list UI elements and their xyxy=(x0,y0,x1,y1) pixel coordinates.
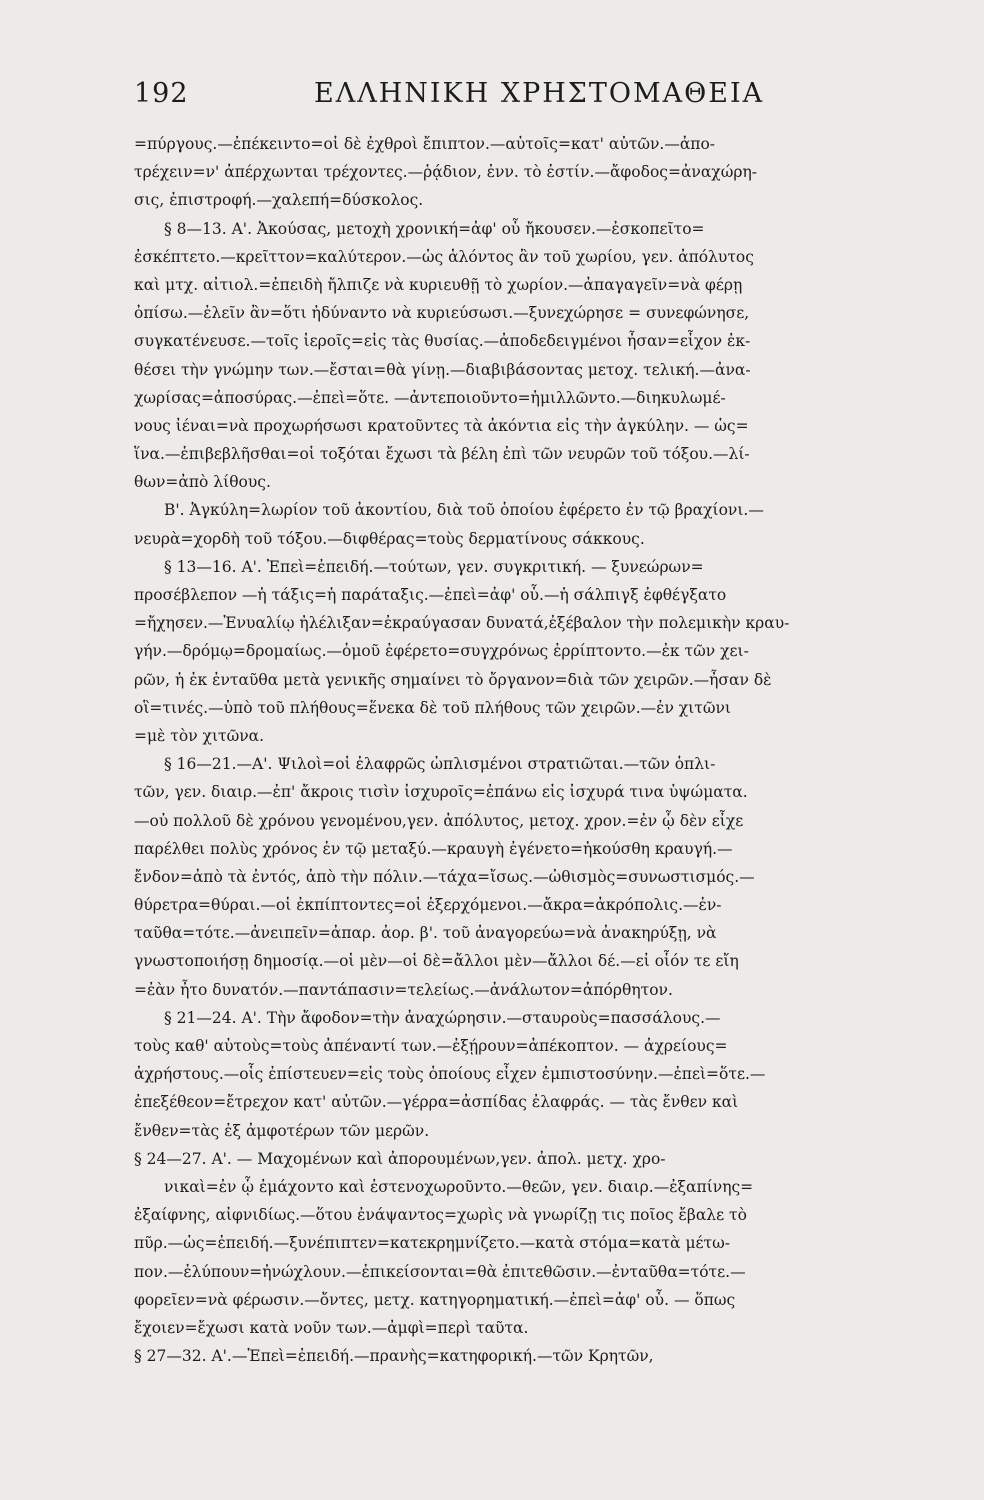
text-line: § 8—13. Α'. Ἀκούσας, μετοχὴ χρονική=ἀφ' οὗ ἤκουσεν.—ἐσκοπεῖτο= xyxy=(164,219,705,238)
text-line: προσέβλεπον —ἡ τάξις=ἡ παράταξις.—ἐπεὶ=ἀφ' οὗ.—ἡ σάλπιγξ ἐφθέγξατο xyxy=(134,586,727,604)
text-line: ἔχοιεν=ἔχωσι κατὰ νοῦν των.—ἀμφὶ=περὶ ταῦτα. xyxy=(134,1318,529,1337)
text-line: § 24—27. Α'. — Μαχομένων καὶ ἀπορουμένων,γεν. ἀπολ. μετχ. χρο- xyxy=(134,1149,666,1168)
text-line: τῶν, γεν. διαιρ.—ἐπ' ἄκροις τισὶν ἰσχυροῖς=ἐπάνω εἰς ἰσχυρά τινα ὑψώματα. xyxy=(134,783,748,802)
text-line: νικαὶ=ἐν ᾧ ἐμάχοντο καὶ ἐστενοχωροῦντο.—θεῶν, γεν. διαιρ.—ἐξαπίνης= xyxy=(164,1177,754,1196)
text-line: =ἐὰν ἦτο δυνατόν.—παντάπασιν=τελείως.—ἀνάλωτον=ἀπόρθητον. xyxy=(134,980,673,999)
text-line: § 27—32. Α'.—Ἐπεὶ=ἐπειδή.—πρανὴς=κατηφορική.—τῶν Κρητῶν, xyxy=(134,1347,654,1366)
text-line: =ἤχησεν.—Ἐνυαλίῳ ἠλέλιξαν=ἐκραύγασαν δυνατά,ἐξέβαλον τὴν πολεμικὴν κραυ- xyxy=(134,614,790,633)
text-line: ἵνα.—ἐπιβεβλῆσθαι=οἱ τοξόται ἔχωσι τὰ βέλη ἐπὶ τῶν νευρῶν τοῦ τόξου.—λί- xyxy=(134,445,750,464)
text-line: τοὺς καθ' αὑτοὺς=τοὺς ἀπέναντί των.—ἐξῄρουν=ἀπέκοπτον. — ἀχρείους= xyxy=(134,1037,728,1055)
text-line: νευρὰ=χορδὴ τοῦ τόξου.—διφθέρας=τοὺς δερματίνους σάκκους. xyxy=(134,529,645,548)
text-line: ἐξαίφνης, αἰφνιδίως.—ὅτου ἐνάψαντος=χωρὶς νὰ γνωρίζῃ τις ποῖος ἔβαλε τὸ xyxy=(134,1206,747,1225)
text-line: χωρίσας=ἀποσύρας.—ἐπεὶ=ὅτε. —ἀντεποιοῦντο=ἡμιλλῶντο.—διηκυλωμέ- xyxy=(134,388,726,407)
text-line: ἀχρήστους.—οἷς ἐπίστευεν=εἰς τοὺς ὁποίους εἶχεν ἐμπιστοσύνην.—ἐπεὶ=ὅτε.— xyxy=(134,1065,766,1084)
text-line: πῦρ.—ὡς=ἐπειδή.—ξυνέπιπτεν=κατεκρημνίζετο.—κατὰ στόμα=κατὰ μέτω- xyxy=(134,1234,730,1253)
text-line: τρέχειν=ν' ἀπέρχωνται τρέχοντες.—ῥᾴδιον, ἐνν. τὸ ἐστίν.—ἄφοδος=ἀναχώρη- xyxy=(134,163,757,182)
text-line: πον.—ἐλύπουν=ἠνώχλουν.—ἐπικείσονται=θὰ ἐπιτεθῶσιν.—ἐνταῦθα=τότε.— xyxy=(134,1262,746,1281)
text-line: συγκατένευσε.—τοῖς ἱεροῖς=εἰς τὰς θυσίας.—ἀποδεδειγμένοι ἦσαν=εἶχον ἐκ- xyxy=(134,332,751,351)
text-line: ἔνδον=ἀπὸ τὰ ἐντός, ἀπὸ τὴν πόλιν.—τάχα=ἴσως.—ὠθισμὸς=συνωστισμός.— xyxy=(134,867,755,886)
text-line: οἳ=τινές.—ὑπὸ τοῦ πλήθους=ἕνεκα δὲ τοῦ πλήθους τῶν χειρῶν.—ἐν χιτῶνι xyxy=(134,698,731,717)
text-line: καὶ μτχ. αἰτιολ.=ἐπειδὴ ἤλπιζε νὰ κυριευθῇ τὸ χωρίον.—ἀπαγαγεῖν=νὰ φέρῃ xyxy=(134,275,743,294)
running-title: ΕΛΛΗΝΙΚΗ ΧΡΗΣΤΟΜΑΘΕΙΑ xyxy=(314,78,765,109)
text-line: § 16—21.—Α'. Ψιλοὶ=οἱ ἐλαφρῶς ὡπλισμένοι στρατιῶται.—τῶν ὁπλι- xyxy=(164,755,716,774)
text-line: θέσει τὴν γνώμην των.—ἔσται=θὰ γίνῃ.—διαβιβάσοντας μετοχ. τελική.—ἀνα- xyxy=(134,360,751,379)
text-line: ὀπίσω.—ἑλεῖν ἂν=ὅτι ἠδύναντο νὰ κυριεύσωσι.—ξυνεχώρησε = συνεφώνησε, xyxy=(134,304,750,323)
text-line: παρέλθει πολὺς χρόνος ἐν τῷ μεταξύ.—κραυγὴ ἐγένετο=ἠκούσθη κραυγή.— xyxy=(134,839,733,858)
text-line: —οὐ πολλοῦ δὲ χρόνου γενομένου,γεν. ἀπόλυτος, μετοχ. χρον.=ἐν ᾧ δὲν εἶχε xyxy=(134,811,744,830)
text-line: θων=ἀπὸ λίθους. xyxy=(134,473,271,492)
page-header xyxy=(134,78,894,118)
text-line: ρῶν, ἡ ἐκ ἐνταῦθα μετὰ γενικῆς σημαίνει τὸ ὄργανον=διὰ τῶν χειρῶν.—ἦσαν δὲ xyxy=(134,670,772,689)
text-line: φορεῖεν=νὰ φέρωσιν.—ὄντες, μετχ. κατηγορηματική.—ἐπεὶ=ἀφ' οὗ. — ὅπως xyxy=(134,1290,736,1309)
text-line: § 13—16. Α'. Ἐπεὶ=ἐπειδή.—τούτων, γεν. συγκριτική. — ξυνεώρων= xyxy=(164,557,704,576)
text-line: ἔνθεν=τὰς ἐξ ἀμφοτέρων τῶν μερῶν. xyxy=(134,1121,430,1140)
text-line: =πύργους.—ἐπέκειντο=οἱ δὲ ἐχθροὶ ἔπιπτον.—αὐτοῖς=κατ' αὐτῶν.—ἀπο- xyxy=(134,135,716,153)
text-line: Β'. Ἀγκύλη=λωρίον τοῦ ἀκοντίου, διὰ τοῦ ὁποίου ἐφέρετο ἐν τῷ βραχίονι.— xyxy=(164,501,764,520)
text-line: § 21—24. Α'. Τὴν ἄφοδον=τὴν ἀναχώρησιν.—σταυροὺς=πασσάλους.— xyxy=(164,1008,721,1027)
text-line: θύρετρα=θύραι.—οἱ ἐκπίπτοντες=οἱ ἐξερχόμενοι.—ἄκρα=ἀκρόπολις.—ἐν- xyxy=(134,896,722,915)
text-line: ἐπεξέθεον=ἔτρεχον κατ' αὐτῶν.—γέρρα=ἀσπίδας ἐλαφράς. — τὰς ἔνθεν καὶ xyxy=(134,1093,739,1112)
text-line: γνωστοποιήσῃ δημοσίᾳ.—οἱ μὲν—οἱ δὲ=ἄλλοι μὲν—ἄλλοι δέ.—εἰ οἷόν τε εἴη xyxy=(134,952,739,971)
page-number: 192 xyxy=(134,78,189,109)
text-line: =μὲ τὸν χιτῶνα. xyxy=(134,726,265,745)
text-line: σις, ἐπιστροφή.—χαλεπή=δύσκολος. xyxy=(134,191,424,210)
text-line: γήν.—δρόμῳ=δρομαίως.—ὁμοῦ ἐφέρετο=συγχρόνως ἐρρίπτοντο.—ἐκ τῶν χει- xyxy=(134,642,749,661)
text-line: ταῦθα=τότε.—ἀνειπεῖν=ἀπαρ. ἀορ. β'. τοῦ ἀναγορεύω=νὰ ἀνακηρύξῃ, νὰ xyxy=(134,924,717,943)
text-line: ἐσκέπτετο.—κρεῖττον=καλύτερον.—ὡς ἁλόντος ἂν τοῦ χωρίου, γεν. ἀπόλυτος xyxy=(134,247,754,266)
text-line: νους ἰέναι=νὰ προχωρήσωσι κρατοῦντες τὰ ἀκόντια εἰς τὴν ἀγκύλην. — ὡς= xyxy=(134,416,749,435)
commentary-text xyxy=(134,130,894,1370)
